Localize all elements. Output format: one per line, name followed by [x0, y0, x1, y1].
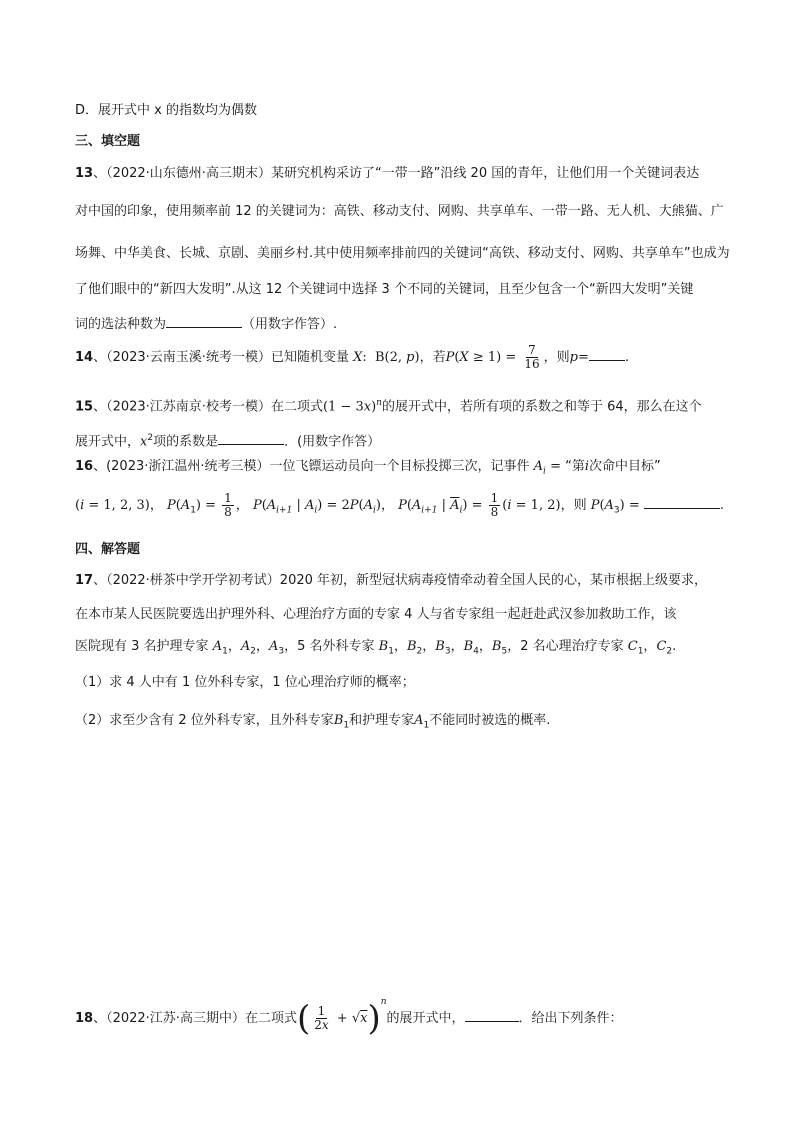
section-3-heading: 三、填空题: [75, 134, 141, 149]
section-4-heading: 四、解答题: [75, 542, 141, 557]
q13-line-4: 了他们眼中的“新四大发明”.从这 12 个关键词中选择 3 个不同的关键词，且至少包含一个“新四大发明”关键: [75, 282, 694, 297]
q13-line-3: 场舞、中华美食、长城、京剧、美丽乡村.其中使用频率排前四的关键词“高铁、移动支付、网购、共享单车”也成为: [75, 246, 730, 261]
q13-line-5: 词的选法种数为 （用数字作答）.: [75, 313, 337, 335]
q13-number: 13: [75, 166, 94, 181]
q14-answer-blank[interactable]: [589, 346, 625, 361]
q17-part-1: （1）求 4 人中有 1 位外科专家，1 位心理治疗师的概率；: [75, 675, 415, 690]
option-d: D．展开式中 x 的指数均为偶数: [75, 103, 257, 118]
q15-number: 15: [75, 399, 94, 415]
q14: 14、（2023·云南玉溪·统考一模）已知随机变量 X: B(2, p)，若P(X ≥ 1) = $\frac{7}{16}$ ，则p= .: [75, 343, 630, 371]
q17-part-2: （2）求至少含有 2 位外科专家，且外科专家$B_1$和护理专家$A_1$不能同时被选的概率.: [75, 713, 551, 731]
q18-number: 18: [75, 1011, 94, 1026]
q15-answer-blank[interactable]: [218, 430, 284, 445]
q16-line-1: 16、(2023·浙江温州·统考三模）一位飞镖运动员向一个目标投掷三次，记事件 $A_i$ = “第i次命中目标”: [75, 459, 661, 477]
q18: 18、（2022·江苏·高三期中）在二项式( $\frac{1}{2x}$ + √x)$^n$的展开式中， ．给出下列条件：: [75, 997, 623, 1039]
q16-line-2: (i = 1, 2, 3)， $P(A_1)$ = $\frac{1}{8}$ ， $P(A_{i+1}$ | $A_i) = 2P(A_i)$， $P(A_{i+1}$ | $\overline{A}_i$) = $\frac{1}{8}$ (i = 1, 2)，则 $P(A_3)$ = .: [75, 491, 725, 519]
q14-number: 14: [75, 350, 94, 365]
q15-line-2: 展开式中，$x^2$项的系数是 ．(用数字作答）: [75, 428, 380, 452]
q17-line-2: 在本市某人民医院要选出护理外科、心理治疗方面的专家 4 人与省专家组一起赶赴武汉参加救助工作，该: [75, 607, 677, 622]
q17-number: 17: [75, 573, 94, 588]
q16-answer-blank[interactable]: [644, 494, 720, 509]
q13-line-1: 13、（2022·山东德州·高三期末）某研究机构采访了“一带一路”沿线 20 国的青年，让他们用一个关键词表达: [75, 166, 700, 181]
q16-number: 16: [75, 459, 94, 474]
q18-answer-blank[interactable]: [465, 1007, 519, 1022]
q13-answer-blank[interactable]: [166, 313, 242, 328]
q15-line-1: 15、（2023·江苏南京·校考一模）在二项式$(1 - 3x)^n$的展开式中，若所有项的系数之和等于 64，那么在这个: [75, 398, 702, 415]
q17-line-1: 17、（2022·栟茶中学开学初考试）2020 年初，新型冠状病毒疫情牵动着全国人民的心，某市根据上级要求，: [75, 573, 708, 588]
q13-line-2: 对中国的印象，使用频率前 12 的关键词为：高铁、移动支付、网购、共享单车、一带一路、无人机、大熊猫、广: [75, 204, 724, 219]
q17-line-3: 医院现有 3 名护理专家 $A_1$，$A_2$，$A_3$，5 名外科专家 $B_1$，$B_2$，$B_3$，$B_4$，$B_5$，2 名心理治疗专家 $C_1$，$C_2$.: [75, 639, 677, 657]
q14-fraction: $\frac{7}{16}$: [524, 343, 540, 371]
